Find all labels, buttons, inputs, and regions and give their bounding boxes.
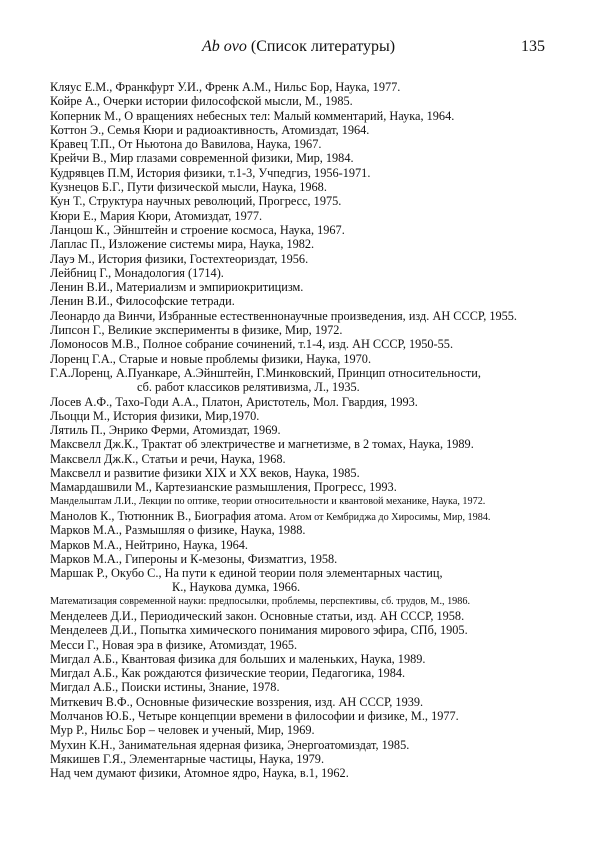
bibliography-entry: Ленин В.И., Материализм и эмпириокритицизм. (50, 280, 304, 295)
bibliography-entry: Льоцци М., История физики, Мир,1970. (50, 408, 260, 423)
bibliography-entry: Максвелл Дж.К., Статьи и речи, Наука, 1968. (50, 451, 286, 466)
bibliography-entry: Мамардашвили М., Картезианские размышления, Прогресс, 1993. (50, 480, 397, 495)
bibliography-entry-continuation: К., Наукова думка, 1966. (172, 580, 301, 595)
bibliography-list (50, 80, 590, 781)
title-rest-part: (Список литературы) (246, 38, 396, 55)
bibliography-entry: Мухин К.Н., Занимательная ядерная физика, Энергоатомиздат, 1985. (50, 737, 410, 752)
bibliography-entry: Максвелл и развитие физики XIX и XX веков, Наука, 1985. (50, 466, 360, 481)
bibliography-entry: Математизация современной науки: предпосылки, проблемы, перспективы, сб. трудов, М., 1986. (50, 595, 471, 607)
bibliography-entry: Лаплас П., Изложение системы мира, Наука, 1982. (50, 237, 315, 252)
bibliography-entry: Кляус Е.М., Франкфурт У.И., Френк А.М., Нильс Бор, Наука, 1977. (50, 80, 401, 94)
bibliography-entry: Ломоносов М.В., Полное собрание сочинений, т.1-4, изд. АН СССР, 1950-55. (50, 337, 454, 352)
running-header (0, 38, 600, 58)
bibliography-entry: Молчанов Ю.Б., Четыре концепции времени в философии и физике, М., 1977. (50, 709, 459, 724)
bibliography-entry: Марков М.А., Нейтрино, Наука, 1964. (50, 537, 249, 552)
bibliography-entry: Марков М.А., Гипероны и К-мезоны, Физматгиз, 1958. (50, 551, 338, 566)
bibliography-entry: Крейчи В., Мир глазами современной физики, Мир, 1984. (50, 151, 354, 166)
bibliography-entry: Мигдал А.Б., Как рождаются физические теории, Педагогика, 1984. (50, 666, 406, 681)
bibliography-entry: Над чем думают физики, Атомное ядро, Наука, в.1, 1962. (50, 766, 349, 781)
bibliography-entry-continuation: сб. работ классиков релятивизма, Л., 1935. (137, 380, 360, 395)
running-title (202, 38, 395, 56)
bibliography-entry: Кун Т., Структура научных революций, Прогресс, 1975. (50, 194, 342, 209)
bibliography-entry: Месси Г., Новая эра в физике, Атомиздат, 1965. (50, 637, 298, 652)
bibliography-entry: Менделеев Д.И., Попытка химического понимания мирового эфира, СПб, 1905. (50, 623, 468, 638)
bibliography-entry: Мандельштам Л.И., Лекции по оптике, теории относительности и квантовой механике, Наука, 1972. (50, 495, 486, 507)
bibliography-entry: Максвелл Дж.К., Трактат об электричестве и магнетизме, в 2 томах, Наука, 1989. (50, 437, 474, 452)
bibliography-entry: Мигдал А.Б., Поиски истины, Знание, 1978. (50, 680, 280, 695)
bibliography-entry: Коттон Э., Семья Кюри и радиоактивность, Атомиздат, 1964. (50, 122, 370, 137)
entry-small-part: Атом от Кембриджа до Хиросимы, Мир, 1984. (286, 511, 491, 523)
bibliography-entry: Кюри Е., Мария Кюри, Атомиздат, 1977. (50, 208, 263, 223)
bibliography-entry: Кузнецов Б.Г., Пути физической мысли, Наука, 1968. (50, 180, 327, 195)
bibliography-entry: Г.А.Лоренц, А.Пуанкаре, А.Эйнштейн, Г.Минковский, Принцип относительности, (50, 365, 481, 380)
bibliography-entry: Ленин В.И., Философские тетради. (50, 294, 235, 309)
bibliography-entry: Маршак Р., Окубо С., На пути к единой теории поля элементарных частиц, (50, 566, 443, 581)
entry-main-part: Манолов К., Тютюнник В., Биография атома. (50, 508, 287, 523)
bibliography-entry: Лоренц Г.А., Старые и новые проблемы физики, Наука, 1970. (50, 351, 372, 366)
title-italic-part: Ab ovo (202, 38, 247, 55)
bibliography-entry: Леонардо да Винчи, Избранные естественнонаучные произведения, изд. АН СССР, 1955. (50, 308, 518, 323)
bibliography-entry: Менделеев Д.И., Периодический закон. Основные статьи, изд. АН СССР, 1958. (50, 608, 465, 623)
bibliography-entry: Койре А., Очерки истории философской мысли, М., 1985. (50, 94, 353, 109)
bibliography-entry: Кудрявцев П.М, История физики, т.1-3, Учпедгиз, 1956-1971. (50, 165, 371, 180)
bibliography-entry: Лауэ М., История физики, Гостехтеориздат, 1956. (50, 251, 309, 266)
page-number: 135 (521, 38, 545, 55)
bibliography-entry: Лейбниц Г., Монадология (1714). (50, 265, 224, 280)
bibliography-entry: Лятиль П., Энрико Ферми, Атомиздат, 1969. (50, 423, 281, 438)
bibliography-entry: Марков М.А., Размышляя о физике, Наука, 1988. (50, 523, 306, 538)
bibliography-entry: Мур Р., Нильс Бор – человек и ученый, Мир, 1969. (50, 723, 315, 738)
bibliography-entry: Ланцош К., Эйнштейн и строение космоса, Наука, 1967. (50, 222, 345, 237)
bibliography-entry: Миткевич В.Ф., Основные физические воззрения, изд. АН СССР, 1939. (50, 694, 424, 709)
bibliography-entry: Кравец Т.П., От Ньютона до Вавилова, Наука, 1967. (50, 137, 322, 152)
bibliography-entry: Лосев А.Ф., Тахо-Годи А.А., Платон, Аристотель, Мол. Гвардия, 1993. (50, 394, 418, 409)
bibliography-entry: Мякишев Г.Я., Элементарные частицы, Наука, 1979. (50, 751, 325, 766)
bibliography-entry: Коперник М., О вращениях небесных тел: Малый комментарий, Наука, 1964. (50, 108, 455, 123)
bibliography-entry: Липсон Г., Великие эксперименты в физике, Мир, 1972. (50, 323, 343, 338)
bibliography-entry (50, 509, 590, 523)
bibliography-entry: Мигдал А.Б., Квантовая физика для больших и маленьких, Наука, 1989. (50, 651, 426, 666)
